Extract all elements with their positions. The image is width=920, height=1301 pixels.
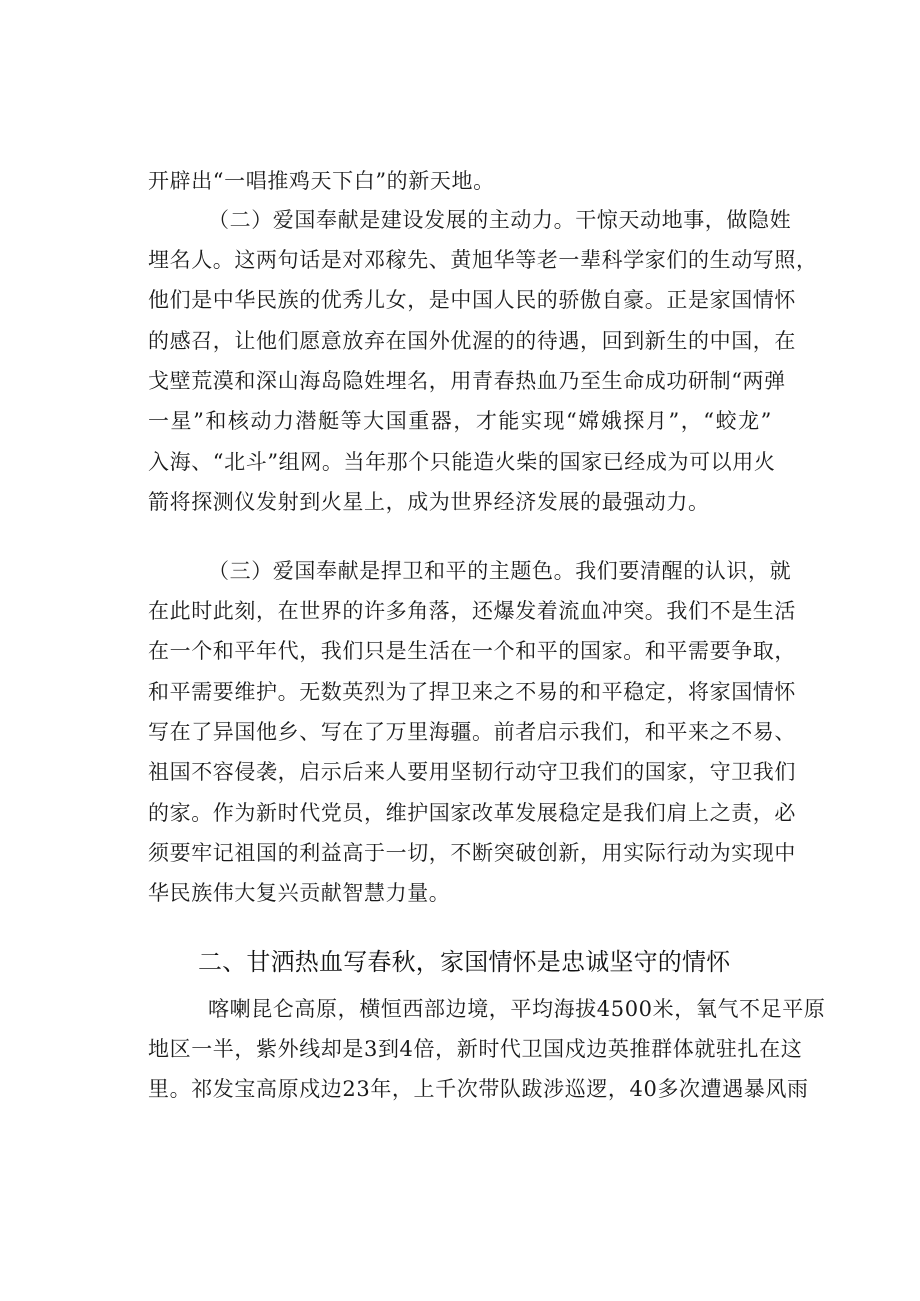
- paragraph-line: 喀喇昆仑高原，横恒西部边境，平均海拔4500米，氧气不足平原: [208, 997, 826, 1021]
- paragraph-line: 入海、“北斗”组网。当年那个只能造火柴的国家已经成为可以用火: [148, 450, 776, 474]
- paragraph-line: 里。祁发宝高原戍边23年，上千次带队跋涉巡逻，40多次遭遇暴风雨: [148, 1077, 809, 1101]
- paragraph-line: 地区一半，紫外线却是3到4倍，新时代卫国戍边英推群体就驻扎在这: [148, 1037, 803, 1061]
- paragraph-line: 一星”和核动力潜艇等大国重器，才能实现“嫦娥探月”，“蛟龙”: [148, 409, 772, 433]
- paragraph-line: 写在了异国他乡、写在了万里海疆。前者启示我们，和平来之不易、: [148, 720, 796, 744]
- paragraph-line: 埋名人。这两句话是对邓稼先、黄旭华等老一辈科学家们的生动写照，: [148, 248, 818, 272]
- paragraph-line: 在此时此刻，在世界的许多角落，还爆发着流血冲突。我们不是生活: [148, 599, 796, 623]
- paragraph-line: 他们是中华民族的优秀儿女，是中国人民的骄傲自豪。正是家国情怀: [148, 288, 796, 312]
- paragraph-line: 在一个和平年代，我们只是生活在一个和平的国家。和平需要争取，: [148, 639, 796, 663]
- section-heading: 二、甘洒热血写春秋，家国情怀是忠诚坚守的情怀: [198, 948, 731, 976]
- paragraph-line: 戈壁荒漠和深山海岛隐姓埋名，用青春热血乃至生命成功研制“两弹: [148, 369, 786, 393]
- paragraph-line: 华民族伟大复兴贡献智慧力量。: [148, 881, 451, 905]
- paragraph-line: （二）爱国奉献是建设发展的主动力。干惊天动地事，做隐姓: [208, 208, 792, 232]
- paragraph-line: 和平需要维护。无数英烈为了捍卫来之不易的和平稳定，将家国情怀: [148, 680, 796, 704]
- paragraph-line: （三）爱国奉献是捍卫和平的主题色。我们要清醒的认识，就: [208, 559, 792, 583]
- paragraph-line: 箭将探测仪发射到火星上，成为世界经济发展的最强动力。: [148, 490, 710, 514]
- paragraph-line: 开辟出“一唱推鸡天下白”的新天地。: [148, 169, 495, 193]
- paragraph-line: 的家。作为新时代党员，维护国家改革发展稳定是我们肩上之责，必: [148, 801, 796, 825]
- paragraph-line: 的感召，让他们愿意放弃在国外优渥的的待遇，回到新生的中国，在: [148, 329, 796, 353]
- paragraph-line: 祖国不容侵袭，启示后来人要用坚韧行动守卫我们的国家，守卫我们: [148, 760, 796, 784]
- paragraph-line: 须要牢记祖国的利益高于一切，不断突破创新，用实际行动为实现中: [148, 841, 796, 865]
